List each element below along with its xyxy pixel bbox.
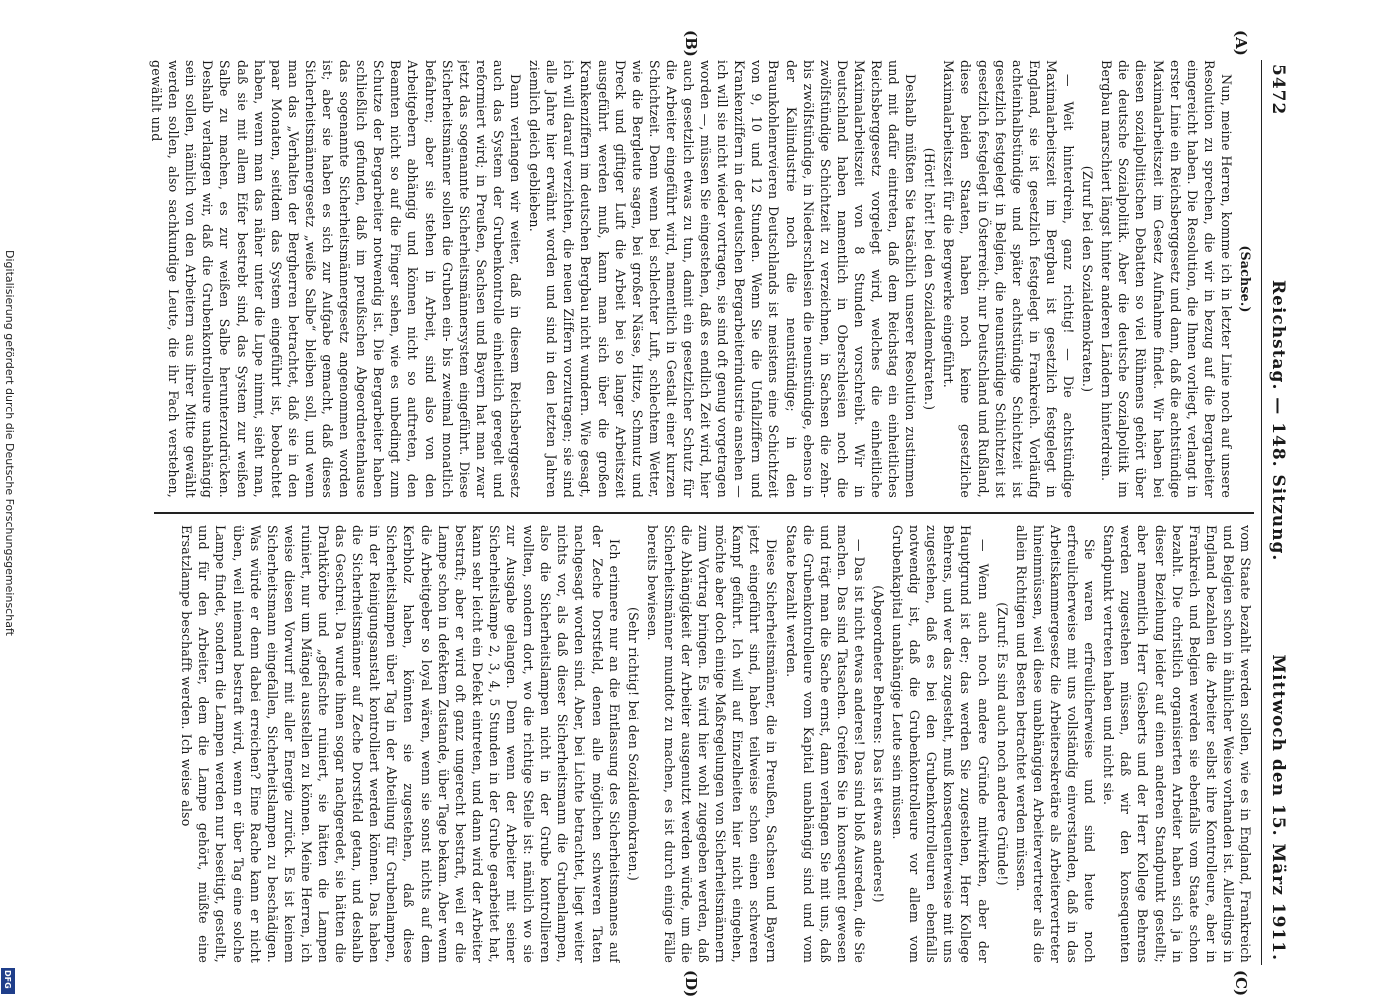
paragraph: — Wenn auch noch andere Gründe mitwirken, aber der Hauptgrund ist der; das werden Sie zugestehen, Herr Kollege Behrens, und wer das zugesteht, muß konsequenterweise mit uns zugestehen, daß es bei den Grubenkontrolleuren ebenfalls notwendig ist, daß die Grubenkontrolleure vor allem vom Grubenkapital unabhängige Leute sein müssen. [890, 525, 991, 963]
dfg-logo [1, 968, 15, 994]
page-header [1261, 60, 1290, 965]
interjection: (Sehr richtig! bei den Sozialdemokraten.) [625, 606, 641, 882]
page-date: Mittwoch den 15. März 1911. [1268, 654, 1288, 961]
right-column [84, 525, 1254, 963]
paragraph: — Weit hinterdrein, ganz richtig! — Die achtstündige Maximalarbeitszeit im Bergbau ist gesetzlich festgelegt in England, sie ist gesetzlich festgelegt in Frankreich. Vorläufig achteinhalbstündige und später achtstündige Schichtzeit ist gesetzlich festgelegt in Belgien, die neunstündige Schichtzeit ist gesetzlich festgelegt in Österreich; nur Deutschland und Rußland, diese beiden Staaten, haben noch keine gesetzliche Maximalarbeitszeit für die Bergwerke eingeführt. [941, 60, 1077, 498]
interjection: (Abgeordneter Behrens: Das ist etwas anderes!) [871, 585, 887, 903]
interjection: (Zuruf bei den Sozialdemokraten.) [1080, 165, 1096, 393]
paragraph: vom Staate bezahlt werden sollen, wie es in England, Frankreich und Belgien schon in ähnlicher Weise vorhanden ist. Allerdings in England bezahlen die Arbeiter selbst ihre Kontrolleure, aber in Frankreich und Belgien werden sie ebenfalls vom Staate schon bezahlt. Die christlich organisierten Arbeiter haben sich ja in dieser Beziehung leider auf einen anderen Standpunkt gestellt; aber namentlich Herr Giesberts und der Herr Kollege Behrens werden zugestehen müssen, daß wir den konsequenten Standpunkt vertreten haben und nicht sie. [1101, 525, 1253, 963]
newspaper-page [70, 30, 1290, 998]
paragraph: Ich erinnere nur an die Entlassung des Sicherheitsmannes auf der Zeche Dorstfeld, denen alle möglichen schweren Taten nachgesagt worden sind. Aber, bei Lichte betrachtet, liegt weiter nichts vor, als daß dieser Sicherheitsmann die Grubenlampen, also die Sicherheitslampen nicht in der Grube kontrollieren wollten, sondern dort, wo die richtige Stelle ist: nämlich wo sie zur Ausgabe gelangen. Denn wenn der Arbeiter mit seiner Sicherheitslampe 2, 3, 4, 5 Stunden in der Grube gearbeitet hat, kann sehr leicht ein Defekt eintreten, und dann wird der Arbeiter bestraft; aber er wird oft ganz ungerecht bestraft, weil er die Lampe schon in defektem Zustande, über Tage bekam. Aber wenn die Arbeitgeber so loyal wären, wenn sie sonst nichts auf dem Kerbholz haben, könnten sie zugestehen, daß diese Sicherheitslampen über Tag in der Abteilung für Grubenlampen, in der Reinigungsanstalt kontrolliert werden können. Das haben die Sicherheitsmänner auf Zeche Dorstfeld getan, und deshalb das Geschrei. Da wurde ihnen sogar nachgeredet, sie hätten die Drahtkörbe und „gefischte ruiniert, sie hätten die Lampen ruiniert, nur um Mängel ausstellen zu können. Meine Herren, ich weise diesen Vorwurf mit aller Energie zurück. Es ist keinem Sicherheitsmann eingefallen, Sicherheitslampen zu beschädigen. Was würde er denn dabei erreichen? Eine Rache kann er nicht üben, weil niemand bestraft wird, wenn er über Tag eine solche Lampe findet, sondern die Lampen werden nur beseitigt, gestellt, und für den Arbeiter, dem die Lampe gehört, müßte eine Ersatzlampe beschafft werden. Ich weise also [179, 525, 622, 963]
paragraph: Deshalb müßten Sie tatsächlich unserer Resolution zustimmen und mit dafür eintreten, daß dem Reichstag ein einheitliches Reichsberggesetz vorgelegt wird, welches die einheitliche Maximalarbeitszeit von 8 Stunden vorschreibt. Wir in Deutschland haben namentlich in Oberschlesien noch die zwölfstündige Schichtzeit zu verzeichnen, in Sachsen die zehn- bis zwölfstündige, in Niederschlesien die neunstündige, ebenso in der Kaliindustrie noch die neunstündige; in den Braunkohlenrevieren Deutschlands ist meistens eine Schichtzeit von 9, 10 und 12 Stunden. Wenn Sie die Unfallziffern und Krankenziffern in der deutschen Bergarbeiterindustrie ansehen — ich will sie nicht wieder vortragen, sie sind oft genug vorgetragen worden —, müssen Sie eingestehen, daß es endlich Zeit wird, hier auch gesetzlich etwas zu tun, damit ein gesetzlicher Schutz für die Arbeiter eingeführt wird, namentlich in Gestalt einer kurzen Schichtzeit. Denn wenn bei schlechter Luft, schlechtem Wetter, wie die Bergleute sagen, bei großer Nässe, Hitze, Schmutz und Dreck und giftiger Luft die Arbeit bei so langer Arbeitszeit ausgeführt werden muß, kann man sich über die großen Krankenziffern im deutschen Bergbau nicht wundern. Wie gesagt, ich will darauf verzichten, die neuen Ziffern vorzutragen; sie sind alle Jahre hier erwähnt worden und sind in den letzten Jahren ziemlich gleich geblieben. [527, 60, 919, 498]
dfg-logo-text: DFG [3, 970, 12, 989]
paragraph: Nun, meine Herren, komme ich in letzter Linie noch auf unsere Resolution zu sprechen, die wir in bezug auf die Bergarbeiter eingereicht haben. Die Resolution, die Ihnen vorliegt, verlangt in erster Linie ein Reichsberggesetz und dann, daß die achtstündige Maximalarbeitszeit im Gesetz Aufnahme findet. Wir haben bei diesen sozialpolitischen Debatten so viel Rühmens gehört über die deutsche Sozialpolitik. Aber die deutsche Sozialpolitik im Bergbau marschiert längst hinter anderen Ländern hinterdrein. [1099, 60, 1234, 498]
page-title: Reichstag. — 148. Sitzung. [1268, 280, 1288, 562]
interjection: (Zuruf: Es sind auch noch andere Gründe!) [994, 602, 1010, 886]
paragraph: — Das ist nicht etwas anderes! Das sind bloß Ausreden, die Sie machen. Das sind Tatsachen. Greifen Sie in konsequent gewesen und trägt man die Sache ernst, dann verlangen Sie mit uns, daß die Grubenkontrolleure vom Kapital unabhängig sind und vom Staate bezahlt werden. [783, 525, 867, 963]
page-number: 5472 [1268, 64, 1288, 116]
marker-a: (A) [1232, 30, 1250, 56]
marker-d: (D) [682, 970, 700, 998]
paragraph: Diese Sicherheitsmänner, die in Preußen, Sachsen und Bayern jetzt eingeführt sind, haben teilweise schon einen schweren Kampf geführt. Ich will auf Einzelheiten hier nicht eingehen, möchte aber doch einige Maßregelungen von Sicherheitsmännern zum Vortrag bringen. Es wird hier wohl zugegeben werden, daß die Abhängigkeit der Arbeiter ausgenutzt werden würde, um die Sicherheitsmänner mundtot zu machen, es ist durch einige Fälle bereits bewiesen. [644, 525, 780, 963]
interjection: (Hört! hört! bei den Sozialdemokraten.) [922, 147, 938, 411]
column-divider [154, 512, 1254, 514]
left-column [84, 60, 1254, 498]
paragraph: Dann verlangen wir weiter, daß in diesem Reichsberggesetz auch das System der Grubenkontrolle einheitlich geregelt und reformiert wird; in Preußen, Sachsen und Bayern hat man zwar jetzt das sogenannte Sicherheitsmännersystem eingeführt. Diese Sicherheitsmänner sollen die Gruben ein- bis zweimal monatlich befahren; aber sie stehen in Arbeit, sind also von den Arbeitgebern abhängig und können nicht so auftreten, den Beamten nicht so auf die Finger sehen, wie es unbedingt zum Schutze der Bergarbeiter notwendig ist. Die Bergarbeiter haben schließlich gefunden, daß im preußischen Abgeordnetenhause das sogenannte Sicherheitsmännergesetz angenommen worden ist; aber sie haben es sich zur Aufgabe gemacht, daß dieses Sicherheitsmännergesetz „weiße Salbe“ bleiben soll, und wenn man das „Verhalten der Bergherren betrachtet, daß sie in den paar Monaten, seitdem das System eingeführt ist, beobachtet haben, wenn man das näher unter die Lupe nimmt, sieht man, daß sie mit allem Eifer bestrebt sind, das System zur weißen Salbe zu machen, es zur weißen Salbe herunterzudrücken. Deshalb verlangen wir, daß die Grubenkontrolleure unabhängig sein sollen, nämlich von den Arbeitern aus ihrer Mitte gewählt werden sollen, also sachkundige Leute, die ihr Fach verstehen, gewählt und [149, 60, 524, 498]
marker-b: (B) [682, 30, 700, 57]
speaker-label: (Sachse.) [1238, 245, 1253, 313]
marker-c: (C) [1232, 970, 1250, 997]
paragraph: Sie waren erfreulicherweise und sind heute noch erfreulicherweise mit uns vollständig einverstanden, daß in das Arbeitskammergesetz die Arbeitersekretäre als Arbeitervertreter hineinmüssen, weil diese unabhängigen Arbeitervertreter als die allein Richtigen und Besten betrachtet werden müssen. [1013, 525, 1098, 963]
digitization-credit-text: Digitalisierung gefördert durch die Deutsche Forschungsgemeinschaft [3, 250, 16, 636]
digitization-credit [2, 250, 18, 990]
